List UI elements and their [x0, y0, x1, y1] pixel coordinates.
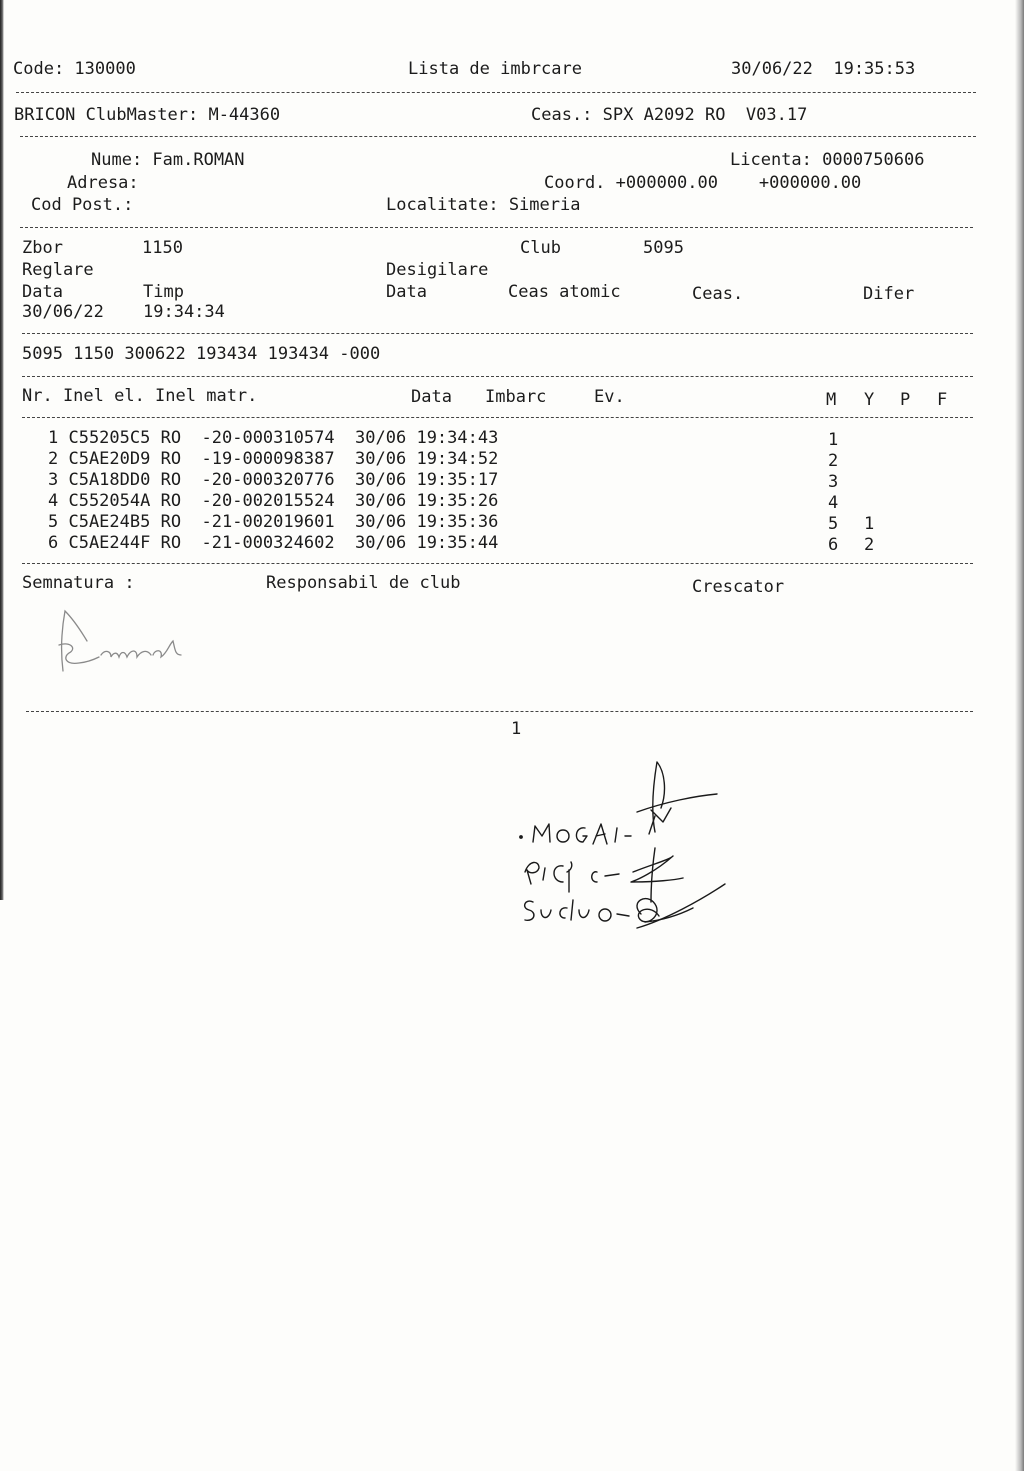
- owner-name: Nume: Fam.ROMAN: [91, 150, 245, 170]
- handwritten-crew-signatures: [505, 752, 735, 937]
- col-imbarc: Imbarc: [485, 387, 547, 407]
- code-label: Code: 130000: [13, 59, 136, 79]
- semnatura-label: Semnatura :: [22, 573, 135, 593]
- table-row: 2 C5AE20D9 RO -19-000098387 30/06 19:34:52: [48, 449, 499, 469]
- reglare-date: 30/06/22: [22, 302, 104, 322]
- postcode-label: Cod Post.:: [31, 195, 134, 215]
- col-data-header: Data: [411, 387, 452, 407]
- col-nr-inel: Nr. Inel el. Inel matr.: [22, 386, 258, 406]
- scan-edge-right: [1015, 0, 1024, 1471]
- page-number: 1: [511, 719, 522, 739]
- club-value: 5095: [643, 238, 684, 258]
- responsabil-label: Responsabil de club: [266, 573, 461, 593]
- club-label: Club: [520, 238, 561, 258]
- table-row: 1 C55205C5 RO -20-000310574 30/06 19:34:43: [48, 428, 499, 448]
- device-label: BRICON ClubMaster: M-44360: [14, 105, 281, 125]
- reglare-label: Reglare: [22, 260, 94, 280]
- col-m: M: [826, 390, 837, 410]
- col-ceas: Ceas.: [692, 284, 744, 304]
- locality: Localitate: Simeria: [386, 195, 581, 215]
- row-m-value: 4: [828, 493, 839, 513]
- col-data: Data: [22, 282, 63, 302]
- desigilare-label: Desigilare: [386, 260, 489, 280]
- divider: [20, 136, 976, 137]
- divider: [26, 711, 973, 712]
- row-m-value: 6: [828, 535, 839, 555]
- divider: [22, 563, 973, 564]
- divider: [22, 333, 973, 334]
- col-y: Y: [864, 390, 875, 410]
- table-row: 5 C5AE24B5 RO -21-002019601 30/06 19:35:36: [48, 512, 499, 532]
- row-m-value: 5: [828, 514, 839, 534]
- divider: [22, 376, 973, 377]
- code-line: 5095 1150 300622 193434 193434 -000: [22, 344, 381, 364]
- zbor-label: Zbor: [22, 238, 63, 258]
- divider: [20, 227, 973, 228]
- crescator-label: Crescator: [692, 577, 785, 597]
- handwritten-signature: [55, 605, 205, 680]
- clock-label: Ceas.: SPX A2092 RO V03.17: [531, 105, 808, 125]
- address-label: Adresa:: [67, 173, 139, 193]
- table-row: 3 C5A18DD0 RO -20-000320776 30/06 19:35:17: [48, 470, 499, 490]
- col-ceas-atomic: Ceas atomic: [508, 282, 621, 302]
- document-title: Lista de imbrcare: [408, 59, 582, 79]
- col-timp: Timp: [143, 282, 184, 302]
- col-p: P: [900, 390, 911, 410]
- license-number: Licenta: 0000750606: [730, 150, 925, 170]
- row-m-value: 2: [828, 451, 839, 471]
- col-f: F: [937, 390, 948, 410]
- divider: [22, 417, 973, 418]
- table-row: 6 C5AE244F RO -21-000324602 30/06 19:35:44: [48, 533, 499, 553]
- row-m-value: 1: [828, 430, 839, 450]
- col-difer: Difer: [863, 284, 915, 304]
- print-datetime: 30/06/22 19:35:53: [731, 59, 916, 79]
- divider: [16, 92, 976, 93]
- table-row: 4 C552054A RO -20-002015524 30/06 19:35:26: [48, 491, 499, 511]
- row-m-value: 3: [828, 472, 839, 492]
- col-data-2: Data: [386, 282, 427, 302]
- coordinates: Coord. +000000.00 +000000.00: [544, 173, 862, 193]
- reglare-time: 19:34:34: [143, 302, 225, 322]
- col-ev: Ev.: [594, 387, 625, 407]
- row-y-value: 2: [864, 535, 875, 555]
- scan-edge-left: [0, 0, 4, 900]
- row-y-value: 1: [864, 514, 875, 534]
- zbor-value: 1150: [142, 238, 183, 258]
